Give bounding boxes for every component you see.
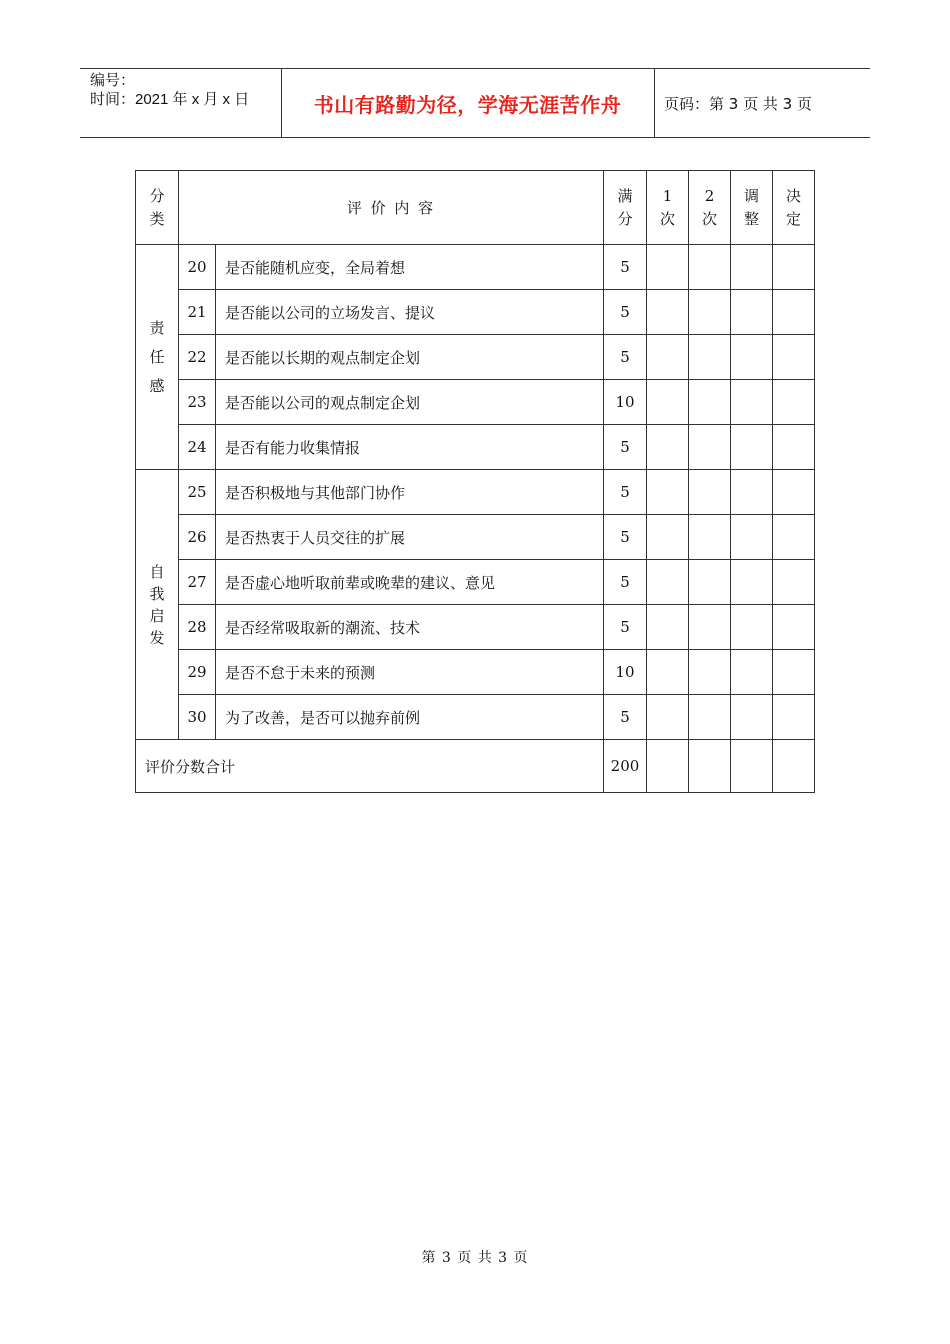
full-score: 5: [604, 425, 647, 470]
full-score: 5: [604, 470, 647, 515]
decide-score-cell[interactable]: [773, 515, 815, 560]
total-second-cell[interactable]: [689, 740, 731, 793]
decide-score-cell[interactable]: [773, 650, 815, 695]
page-header: [80, 68, 870, 138]
item-text: 是否能随机应变，全局着想: [216, 245, 604, 290]
second-score-cell[interactable]: [689, 650, 731, 695]
adjust-score-cell[interactable]: [731, 290, 773, 335]
item-number: 27: [179, 560, 216, 605]
table-row: [136, 290, 815, 335]
table-row: [136, 425, 815, 470]
first-score-cell[interactable]: [647, 425, 689, 470]
decide-score-cell[interactable]: [773, 560, 815, 605]
second-score-cell[interactable]: [689, 695, 731, 740]
item-text: 是否热衷于人员交往的扩展: [216, 515, 604, 560]
header-category: 分 类: [136, 171, 179, 245]
header-full-score: 满 分: [604, 171, 647, 245]
first-score-cell[interactable]: [647, 290, 689, 335]
item-text: 是否不怠于未来的预测: [216, 650, 604, 695]
table-row: [136, 470, 815, 515]
first-score-cell[interactable]: [647, 335, 689, 380]
total-row: [136, 740, 815, 793]
first-score-cell[interactable]: [647, 245, 689, 290]
full-score: 5: [604, 290, 647, 335]
full-score: 5: [604, 245, 647, 290]
first-score-cell[interactable]: [647, 515, 689, 560]
full-score: 5: [604, 695, 647, 740]
table-row: [136, 335, 815, 380]
second-score-cell[interactable]: [689, 560, 731, 605]
evaluation-table: [135, 170, 815, 793]
category-cell: 责 任 感: [136, 245, 179, 470]
item-number: 24: [179, 425, 216, 470]
item-text: 是否能以公司的观点制定企划: [216, 380, 604, 425]
total-adjust-cell[interactable]: [731, 740, 773, 793]
decide-score-cell[interactable]: [773, 695, 815, 740]
first-score-cell[interactable]: [647, 605, 689, 650]
item-number: 21: [179, 290, 216, 335]
table-row: [136, 245, 815, 290]
decide-score-cell[interactable]: [773, 335, 815, 380]
total-label: 评价分数合计: [136, 740, 604, 793]
page-footer: 第 3 页 共 3 页: [421, 1250, 529, 1266]
decide-score-cell[interactable]: [773, 290, 815, 335]
total-score: 200: [604, 740, 647, 793]
table-row: [136, 605, 815, 650]
adjust-score-cell[interactable]: [731, 245, 773, 290]
item-number: 23: [179, 380, 216, 425]
adjust-score-cell[interactable]: [731, 650, 773, 695]
header-adjust: 调 整: [731, 171, 773, 245]
adjust-score-cell[interactable]: [731, 695, 773, 740]
item-text: 是否能以长期的观点制定企划: [216, 335, 604, 380]
full-score: 5: [604, 515, 647, 560]
item-text: 是否能以公司的立场发言、提议: [216, 290, 604, 335]
adjust-score-cell[interactable]: [731, 470, 773, 515]
time-label: 时间：2021 年 x 月 x 日: [90, 91, 250, 108]
table-row: [136, 515, 815, 560]
second-score-cell[interactable]: [689, 380, 731, 425]
header-first: 1 次: [647, 171, 689, 245]
second-score-cell[interactable]: [689, 335, 731, 380]
adjust-score-cell[interactable]: [731, 425, 773, 470]
first-score-cell[interactable]: [647, 470, 689, 515]
category-cell: 自 我 启 发: [136, 470, 179, 740]
decide-score-cell[interactable]: [773, 425, 815, 470]
item-text: 是否经常吸取新的潮流、技术: [216, 605, 604, 650]
second-score-cell[interactable]: [689, 245, 731, 290]
adjust-score-cell[interactable]: [731, 560, 773, 605]
item-number: 20: [179, 245, 216, 290]
adjust-score-cell[interactable]: [731, 335, 773, 380]
total-decide-cell[interactable]: [773, 740, 815, 793]
second-score-cell[interactable]: [689, 515, 731, 560]
table-header-row: [136, 171, 815, 245]
item-number: 22: [179, 335, 216, 380]
first-score-cell[interactable]: [647, 560, 689, 605]
number-label: 编号：: [90, 72, 136, 89]
item-number: 28: [179, 605, 216, 650]
header-decide: 决 定: [773, 171, 815, 245]
item-text: 是否虚心地听取前辈或晚辈的建议、意见: [216, 560, 604, 605]
item-number: 30: [179, 695, 216, 740]
first-score-cell[interactable]: [647, 650, 689, 695]
item-text: 是否积极地与其他部门协作: [216, 470, 604, 515]
second-score-cell[interactable]: [689, 470, 731, 515]
adjust-score-cell[interactable]: [731, 605, 773, 650]
item-number: 25: [179, 470, 216, 515]
item-text: 为了改善，是否可以抛弃前例: [216, 695, 604, 740]
item-number: 26: [179, 515, 216, 560]
full-score: 5: [604, 560, 647, 605]
table-row: [136, 650, 815, 695]
header-meta-cell: [80, 69, 282, 137]
second-score-cell[interactable]: [689, 425, 731, 470]
full-score: 5: [604, 605, 647, 650]
first-score-cell[interactable]: [647, 695, 689, 740]
full-score: 10: [604, 380, 647, 425]
total-first-cell[interactable]: [647, 740, 689, 793]
full-score: 5: [604, 335, 647, 380]
table-row: [136, 695, 815, 740]
item-text: 是否有能力收集情报: [216, 425, 604, 470]
adjust-score-cell[interactable]: [731, 380, 773, 425]
table-row: [136, 560, 815, 605]
full-score: 10: [604, 650, 647, 695]
table-row: [136, 380, 815, 425]
header-content: 评 价 内 容: [179, 171, 604, 245]
second-score-cell[interactable]: [689, 605, 731, 650]
page-info: 页码：第 3 页 共 3 页: [664, 94, 812, 113]
decide-score-cell[interactable]: [773, 245, 815, 290]
item-number: 29: [179, 650, 216, 695]
adjust-score-cell[interactable]: [731, 515, 773, 560]
decide-score-cell[interactable]: [773, 380, 815, 425]
decide-score-cell[interactable]: [773, 605, 815, 650]
decide-score-cell[interactable]: [773, 470, 815, 515]
header-second: 2 次: [689, 171, 731, 245]
motto-text: 书山有路勤为径，学海无涯苦作舟: [281, 69, 655, 137]
first-score-cell[interactable]: [647, 380, 689, 425]
second-score-cell[interactable]: [689, 290, 731, 335]
